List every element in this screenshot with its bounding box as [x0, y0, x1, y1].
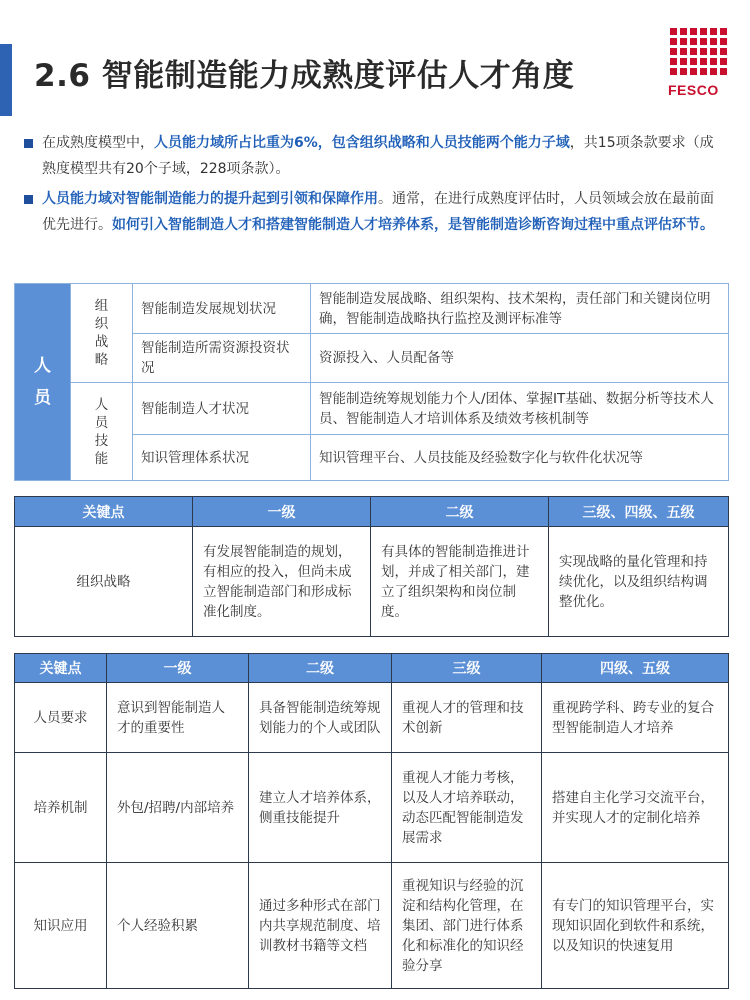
desc-cell: 智能制造统筹规划能力个人/团体、掌握IT基础、数据分析等技术人员、智能制造人才培训体系及绩效考核机制等	[311, 383, 729, 435]
bullet-square-icon	[24, 139, 33, 148]
level-cell: 有发展智能制造的规划，有相应的投入，但尚未成立智能制造部门和形成标准化制度。	[193, 527, 371, 637]
subdomain-org-strategy: 组 织 战 略	[71, 284, 133, 383]
level-cell: 外包/招聘/内部培养	[107, 753, 249, 863]
logo-dot-grid	[670, 28, 732, 75]
level-cell: 具备智能制造统筹规划能力的个人或团队	[249, 683, 392, 753]
table-header-row	[15, 497, 729, 527]
table-row	[15, 284, 729, 334]
desc-cell: 智能制造发展战略、组织架构、技术架构，责任部门和关键岗位明确，智能制造战略执行监控及测评标准等	[311, 284, 729, 334]
page-title: 2.6 智能制造能力成熟度评估人才角度	[34, 58, 575, 94]
table-row	[15, 683, 729, 753]
key-point-cell: 组织战略	[15, 527, 193, 637]
key-point-cell: 知识应用	[15, 863, 107, 989]
level-cell: 重视知识与经验的沉淀和结构化管理，在集团、部门进行体系化和标准化的知识经验分享	[392, 863, 542, 989]
bullet-square-icon	[24, 195, 33, 204]
column-header: 二级	[249, 654, 392, 683]
table-header-row	[15, 654, 729, 683]
key-point-cell: 人员要求	[15, 683, 107, 753]
column-header: 一级	[193, 497, 371, 527]
intro-bullet-1: 在成熟度模型中，人员能力域所占比重为6%，包含组织战略和人员技能两个能力子域，共15项条款要求（成熟度模型共有20个子域，228项条款）。	[24, 130, 724, 182]
level-cell: 个人经验积累	[107, 863, 249, 989]
table-row	[15, 527, 729, 637]
column-header: 关键点	[15, 654, 107, 683]
subdomain-staff-skills: 人 员 技 能	[71, 383, 133, 481]
level-cell: 重视人才能力考核，以及人才培养联动，动态匹配智能制造发展需求	[392, 753, 542, 863]
title-accent-bar	[0, 44, 12, 116]
talent-level-table	[14, 653, 729, 989]
table-row	[15, 753, 729, 863]
intro-bullet-2: 人员能力域对智能制造能力的提升起到引领和保障作用。通常，在进行成熟度评估时，人员领域会放在最前面优先进行。如何引入智能制造人才和搭建智能制造人才培养体系，是智能制造诊断咨询过程中重点评估环节。	[24, 186, 724, 238]
level-cell: 实现战略的量化管理和持续优化，以及组织结构调整优化。	[549, 527, 729, 637]
item-cell: 智能制造所需资源投资状况	[133, 334, 311, 383]
org-strategy-level-table	[14, 496, 729, 637]
table-row	[15, 863, 729, 989]
level-cell: 有具体的智能制造推进计划，并成了相关部门，建立了组织架构和岗位制度。	[371, 527, 549, 637]
column-header: 二级	[371, 497, 549, 527]
logo-text: FESCO	[668, 82, 719, 98]
item-cell: 智能制造发展规划状况	[133, 284, 311, 334]
level-cell: 有专门的知识管理平台，实现知识固化到软件和系统，以及知识的快速复用	[542, 863, 729, 989]
column-header: 一级	[107, 654, 249, 683]
fesco-logo	[668, 28, 732, 104]
level-cell: 意识到智能制造人才的重要性	[107, 683, 249, 753]
intro-bullets	[24, 130, 724, 242]
column-header: 三级、四级、五级	[549, 497, 729, 527]
level-cell: 通过多种形式在部门内共享规范制度、培训教材书籍等文档	[249, 863, 392, 989]
item-cell: 智能制造人才状况	[133, 383, 311, 435]
key-point-cell: 培养机制	[15, 753, 107, 863]
desc-cell: 资源投入、人员配备等	[311, 334, 729, 383]
column-header: 关键点	[15, 497, 193, 527]
column-header: 四级、五级	[542, 654, 729, 683]
level-cell: 重视跨学科、跨专业的复合型智能制造人才培养	[542, 683, 729, 753]
column-header: 三级	[392, 654, 542, 683]
item-cell: 知识管理体系状况	[133, 435, 311, 481]
level-cell: 重视人才的管理和技术创新	[392, 683, 542, 753]
desc-cell: 知识管理平台、人员技能及经验数字化与软件化状况等	[311, 435, 729, 481]
table-row	[15, 383, 729, 435]
level-cell: 搭建自主化学习交流平台，并实现人才的定制化培养	[542, 753, 729, 863]
level-cell: 建立人才培养体系，侧重技能提升	[249, 753, 392, 863]
people-category-cell: 人 员	[15, 284, 71, 481]
people-domain-table	[14, 283, 729, 481]
